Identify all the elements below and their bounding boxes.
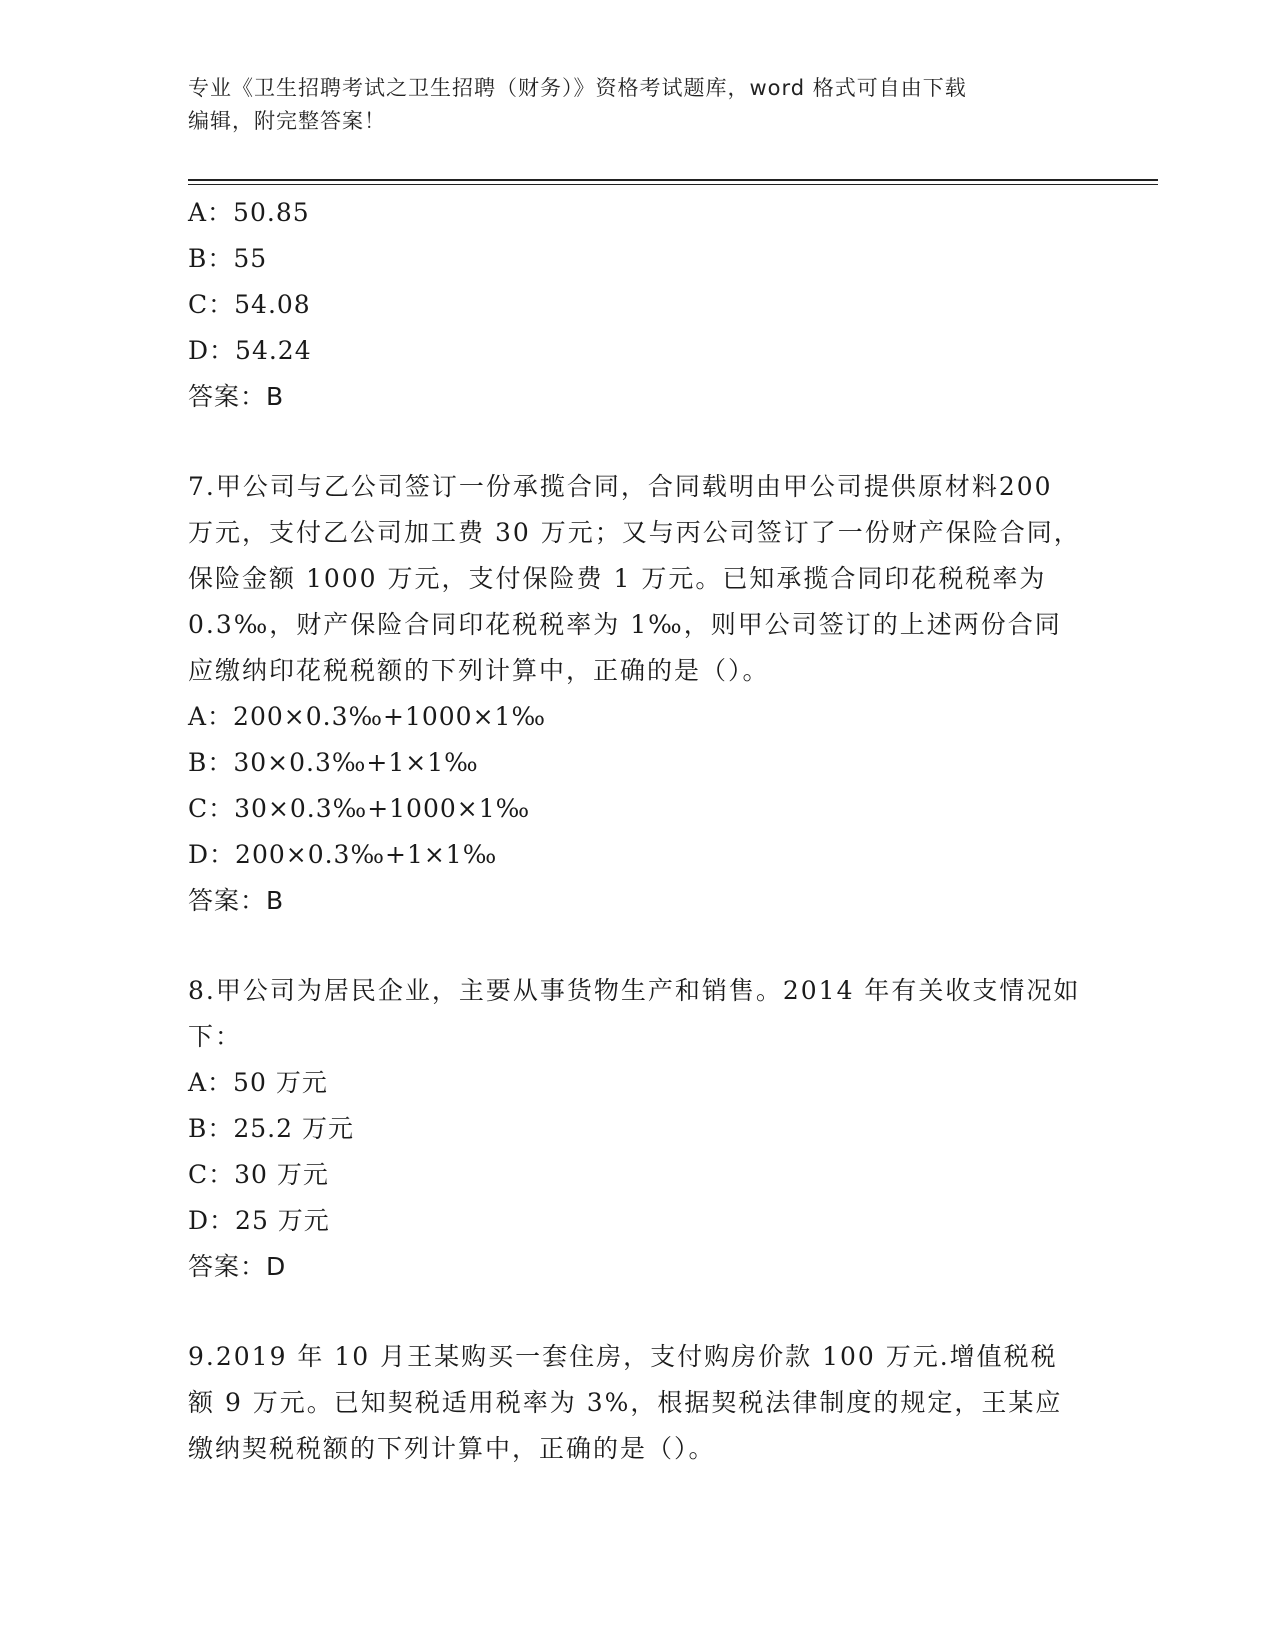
q8-text: 8.甲公司为居民企业，主要从事货物生产和销售。2014 年有关收支情况如下： <box>188 976 1081 1051</box>
question-7-block <box>188 464 1088 924</box>
q8-option-a: A：50 万元 <box>188 1068 328 1097</box>
q6-option-b: B：55 <box>188 244 268 273</box>
q7-option-c: C：30×0.3‰+1000×1‰ <box>188 794 531 823</box>
q9-text: 9.2019 年 10 月王某购买一套住房，支付购房价款 100 万元.增值税税额 9 万元。已知契税适用税率为 3%，根据契税法律制度的规定，王某应缴纳契税税额的下列计算中，正确的是（）。 <box>188 1342 1063 1463</box>
q7-option-d: D：200×0.3‰+1×1‰ <box>188 840 498 869</box>
q6-answer: 答案：B <box>188 382 285 411</box>
q8-option-d: D：25 万元 <box>188 1206 330 1235</box>
header-line-1: 专业《卫生招聘考试之卫生招聘（财务）》资格考试题库，word 格式可自由下载 <box>188 76 967 100</box>
header-line-2: 编辑，附完整答案！ <box>188 109 386 133</box>
question-9-block <box>188 1334 1088 1472</box>
q7-option-a: A：200×0.3‰+1000×1‰ <box>188 702 546 731</box>
spacer <box>188 1290 1088 1334</box>
question-list <box>188 190 1088 1472</box>
q8-option-b: B：25.2 万元 <box>188 1114 354 1143</box>
q7-text: 7.甲公司与乙公司签订一份承揽合同，合同载明由甲公司提供原材料200 万元，支付乙公司加工费 30 万元；又与丙公司签订了一份财产保险合同，保险金额 1000 万元，支付保险费 1 万元。已知承揽合同印花税税率为 0.3‰，财产保险合同印花税税率为 1‰，则甲公司签订的上述两份合同应缴纳印花税税额的下列计算中，正确的是（）。 <box>188 472 1081 685</box>
spacer <box>188 420 1088 464</box>
header-rule-thick <box>188 179 1158 181</box>
spacer <box>188 924 1088 968</box>
q6-option-c: C：54.08 <box>188 290 311 319</box>
question-8-block <box>188 968 1088 1290</box>
q7-option-b: B：30×0.3‰+1×1‰ <box>188 748 479 777</box>
header-rule-thin <box>188 184 1158 185</box>
q6-option-d: D：54.24 <box>188 336 312 365</box>
q8-option-c: C：30 万元 <box>188 1160 329 1189</box>
q7-answer: 答案：B <box>188 886 285 915</box>
document-header <box>188 72 1068 138</box>
question-6-block <box>188 190 1088 420</box>
q8-answer: 答案：D <box>188 1252 287 1281</box>
q6-option-a: A：50.85 <box>188 198 310 227</box>
